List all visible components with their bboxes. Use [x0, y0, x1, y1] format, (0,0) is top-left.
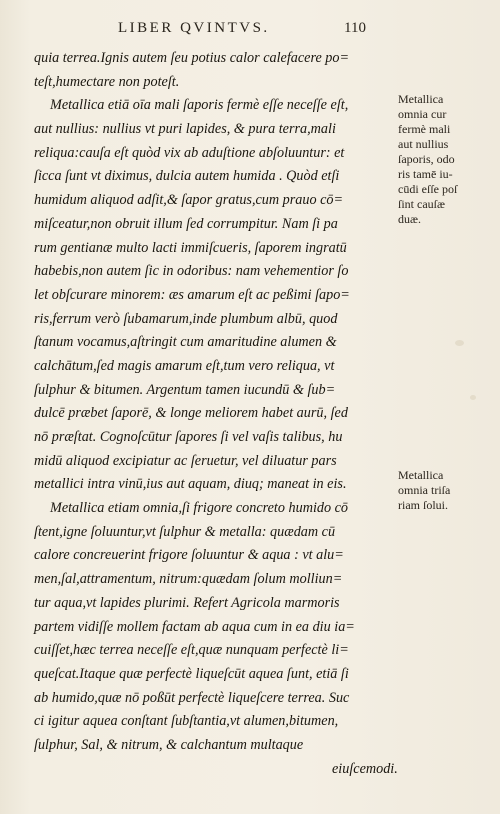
text-line: partem vidiſſe mollem factam ab aqua cum in ea diu ia=: [34, 618, 355, 635]
margin-line: Metallica: [398, 92, 444, 106]
text-line: ſulphur, Sal, & nitrum, & calchantum multaque: [34, 736, 304, 753]
text-line: dulcē præbet ſaporē, & longe meliorem habet aurū, ſed: [34, 405, 348, 422]
text-line: Metallica etiam omnia,ſi frigore concreto humido cō: [50, 500, 349, 517]
text-line: ſicca ſunt vt diximus, dulcia autem humida . Quòd etſi: [34, 168, 340, 185]
text-line: calore concreuerint frigore ſoluuntur & aqua : vt alu=: [34, 547, 344, 564]
text-line: aut nullius: nullius vt puri lapides, & pura terra,mali: [34, 121, 336, 138]
text-line: eiuſcemodi.: [332, 760, 398, 777]
text-line: ab humido,quæ nō poßūt perfectè liqueſcere terrea. Suc: [34, 689, 350, 706]
paragraph-continuation: [34, 47, 394, 94]
text-line: let obſcurare minorem: æs amarum eſt ac peßimi ſapo=: [34, 286, 350, 303]
text-line: queſcat.Itaque quæ perfectè liqueſcūt aquea ſunt, etiā ſi: [34, 665, 349, 682]
margin-line: Metallica: [398, 468, 444, 482]
text-line: habebis,non autem ſic in odoribus: nam vehementior ſo: [34, 263, 349, 280]
margin-line: ſaporis, odo: [398, 152, 455, 166]
text-line: Metallica etiā oīa mali ſaporis fermè eſſe neceſſe eſt,: [50, 97, 349, 114]
text-line: tur aqua,vt lapides plurimi. Refert Agricola marmoris: [34, 594, 340, 611]
margin-line: aut nullius: [398, 137, 449, 151]
text-line: quia terrea.Ignis autem ſeu potius calor calefacere po=: [34, 50, 350, 66]
paragraph-metallica-taste: [34, 94, 394, 497]
margin-line: riam ſolui.: [398, 498, 448, 512]
text-line: midū aliquod excipiatur ac ſeruetur, vel diluatur pars: [34, 452, 337, 469]
margin-line: fermè mali: [398, 122, 451, 136]
paragraph-metallica-dissolve: [34, 497, 398, 781]
text-line: ſtanum vocamus,aſtringit cum amaritudine alumen &: [34, 334, 337, 351]
margin-line: omnia triſa: [398, 483, 451, 497]
text-line: nō præſtat. Cognoſcūtur ſapores ſi vel vaſis talibus, hu: [34, 429, 343, 445]
text-line: ſulphur & bitumen. Argentum tamen iucundū & ſub=: [34, 381, 336, 398]
page-number: 110: [344, 20, 366, 36]
main-text: [34, 47, 398, 781]
margin-note-taste: [398, 92, 490, 227]
running-head: LIBER QVINTVS.: [118, 20, 270, 36]
margin-line: omnia cur: [398, 107, 447, 121]
margin-line: ris tamē iu-: [398, 167, 453, 181]
text-line: rum gentianæ multo lacti immiſcueris, ſaporem ingratū: [34, 239, 347, 256]
text-line: ſtent,igne ſoluuntur,vt ſulphur & metalla: quædam cū: [34, 523, 336, 540]
margin-note-dissolve: [398, 468, 490, 513]
page-header: [0, 20, 500, 42]
text-line: teſt,humectare non poteſt.: [34, 73, 180, 90]
text-line: cuiſſet,hæc terrea neceſſe eſt,quæ nunquam perfectè li=: [34, 642, 349, 659]
text-line: ris,ferrum verò ſubamarum,inde plumbum albū, quod: [34, 310, 338, 327]
margin-line: duæ.: [398, 212, 422, 226]
margin-line: cūdi eſſe poſ: [398, 182, 458, 196]
text-line: miſceatur,non obruit illum ſed corrumpitur. Nam ſi pa: [34, 215, 338, 232]
text-line: reliqua:cauſa eſt quòd vix ab aduſtione abſoluuntur: et: [34, 144, 345, 161]
paper-stain: [455, 340, 464, 346]
text-line: men,ſal,attramentum, nitrum:quædam ſolum molliun=: [34, 571, 343, 588]
text-line: metallici intra vinū,ius aut aquam, diuq; maneat in eis.: [34, 476, 347, 493]
paper-stain: [470, 395, 476, 400]
text-line: ci igitur aquea conſtant ſubſtantia,vt alumen,bitumen,: [34, 713, 339, 730]
text-line: calchātum,ſed magis amarum eſt,tum vero reliqua, vt: [34, 357, 335, 374]
text-line: humidum aliquod adſit,& ſapor gratus,cum prauo cō=: [34, 192, 344, 209]
margin-line: ſint cauſæ: [398, 197, 445, 211]
